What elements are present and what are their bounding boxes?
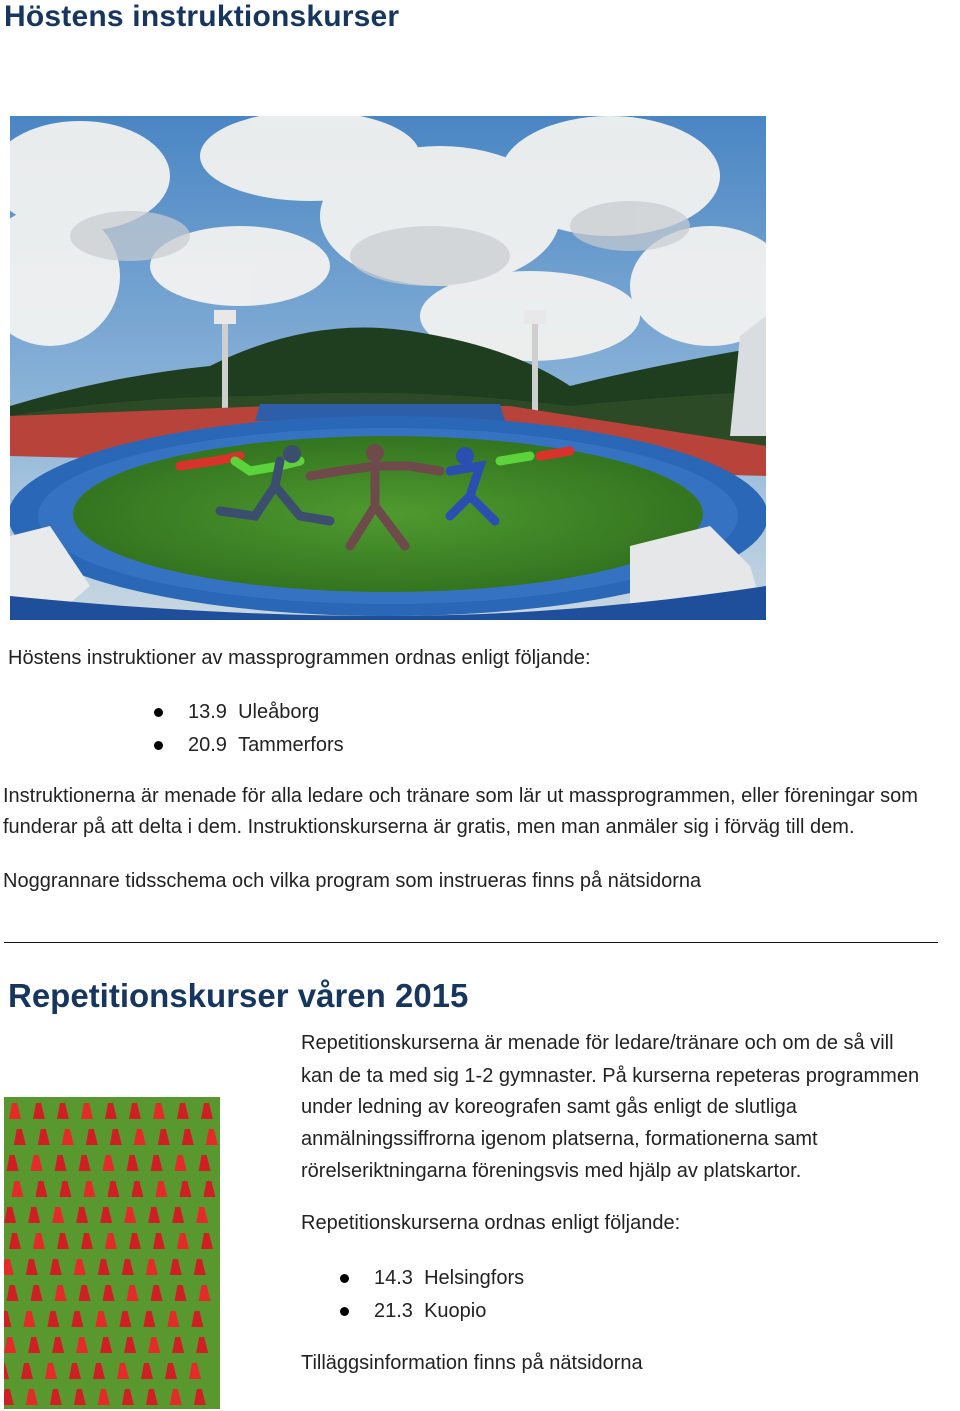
autumn-paragraph-line: funderar på att delta i dem. Instruktionskurserna är gratis, men man anmäler sig i förväg till dem. [3, 816, 855, 838]
autumn-intro: Höstens instruktioner av massprogrammen ordnas enligt följande: [8, 647, 591, 669]
section-title: Repetitionskurser våren 2015 [8, 977, 469, 1014]
spring-paragraph-line: under ledning av koreografen samt gås enligt de slutliga [301, 1096, 797, 1118]
autumn-paragraph-line: Instruktionerna är menade för alla ledare och tränare som lär ut massprogrammen, eller föreningar som [3, 785, 918, 807]
page-title: Höstens instruktionskurser [4, 0, 400, 33]
course-date: 13.9 [188, 701, 227, 723]
more-info: Tilläggsinformation finns på nätsidorna [301, 1352, 643, 1374]
course-place: Kuopio [424, 1300, 487, 1322]
schedule-note: Noggrannare tidsschema och vilka program som instrueras finns på nätsidorna [3, 870, 702, 892]
list-item [188, 696, 319, 728]
spring-paragraph-line: anmälningssiffrorna igenom platserna, formationerna samt [301, 1128, 818, 1150]
section-divider [4, 942, 938, 943]
bullet-icon [340, 1274, 349, 1283]
spring-paragraph-line: kan de ta med sig 1-2 gymnaster. På kurserna repeteras programmen [301, 1065, 920, 1087]
gymnasts-photo [4, 1097, 220, 1409]
spring-paragraph-line: Repetitionskurserna är menade för ledare/tränare och om de så vill [301, 1032, 894, 1054]
stadium-photo [10, 116, 766, 620]
list-item [374, 1295, 486, 1327]
bullet-icon [154, 708, 163, 717]
course-place: Uleåborg [238, 701, 320, 723]
course-place: Tammerfors [238, 734, 344, 756]
course-date: 14.3 [374, 1267, 413, 1289]
list-item [374, 1262, 524, 1294]
course-date: 20.9 [188, 734, 227, 756]
course-date: 21.3 [374, 1300, 413, 1322]
spring-intro: Repetitionskurserna ordnas enligt följande: [301, 1212, 681, 1234]
list-item [188, 729, 344, 761]
bullet-icon [154, 741, 163, 750]
bullet-icon [340, 1307, 349, 1316]
spring-paragraph-line: rörelseriktningarna föreningsvis med hjälp av platskartor. [301, 1160, 802, 1182]
course-place: Helsingfors [424, 1267, 525, 1289]
